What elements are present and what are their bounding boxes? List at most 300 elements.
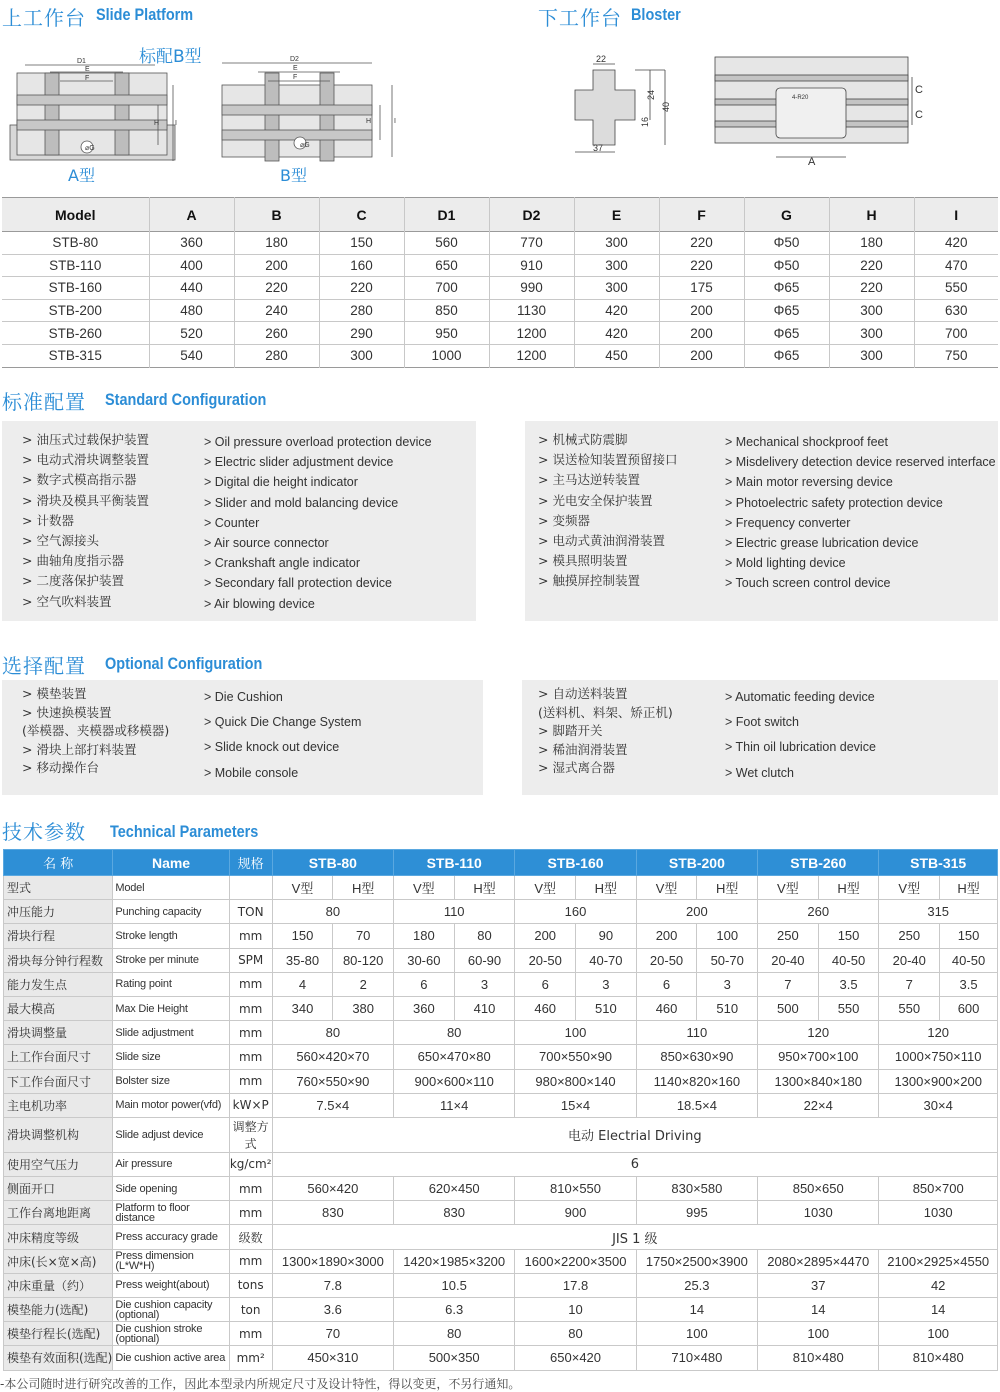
param-value: 380 <box>333 996 394 1020</box>
param-value: 760×550×90 <box>272 1069 393 1093</box>
param-value: 980×800×140 <box>515 1069 636 1093</box>
footnote: -本公司随时进行研究改善的工作，因此本型录内所规定尺寸及设计特性，得以变更，不另行通知。 <box>0 1377 521 1391</box>
tech-row <box>4 900 998 924</box>
bolster-top-view-drawing <box>712 55 927 170</box>
dim-d2: D2 <box>290 56 299 63</box>
param-span-value: JIS 1 级 <box>272 1225 997 1249</box>
param-value: 3.5 <box>818 972 879 996</box>
config-item: > 滑块及模具平衡装置 <box>22 492 149 508</box>
model-value-cell: 220 <box>829 277 914 300</box>
param-value: H型 <box>697 876 758 900</box>
param-value: 150 <box>272 924 333 948</box>
param-value: 160 <box>515 900 636 924</box>
param-name-en: Press dimension (L*W*H) <box>113 1249 229 1273</box>
col-i: I <box>954 206 959 223</box>
tech-head-model: STB-260 <box>758 850 879 876</box>
param-value: 22×4 <box>758 1093 879 1117</box>
model-value-cell: 280 <box>319 299 404 322</box>
param-value: 15×4 <box>515 1093 636 1117</box>
model-dimension-table <box>2 197 998 368</box>
param-value: 11×4 <box>394 1093 515 1117</box>
config-item: > 触摸屏控制装置 <box>538 573 640 589</box>
param-value: V型 <box>515 876 576 900</box>
dim-i: I <box>394 118 396 125</box>
technical-parameters-table <box>3 849 998 1371</box>
param-name-en: Bolster size <box>113 1069 229 1093</box>
config-item: > 模垫装置 <box>22 686 87 701</box>
a-type-label: A型 <box>68 166 95 185</box>
dim-h: H <box>366 118 372 125</box>
col-model: Model <box>2 198 149 232</box>
param-name-en: Die cushion active area <box>113 1346 229 1370</box>
param-value: 17.8 <box>515 1273 636 1297</box>
model-name-cell: STB-160 <box>2 277 149 300</box>
model-value-cell: 1200 <box>489 344 574 367</box>
param-value: 110 <box>394 900 515 924</box>
param-value: 3 <box>454 972 515 996</box>
param-unit: mm <box>229 1249 272 1273</box>
param-value: 1300×900×200 <box>879 1069 998 1093</box>
param-value: 830 <box>272 1201 393 1225</box>
dim-d1: D1 <box>77 58 86 65</box>
tech-row <box>4 1152 998 1176</box>
config-item: > 光电安全保护装置 <box>538 492 653 508</box>
param-value: 70 <box>333 924 394 948</box>
standard-config-left-box <box>2 421 476 621</box>
param-name-cn: 冲压能力 <box>4 900 113 924</box>
param-name-cn: 上工作台面尺寸 <box>4 1045 113 1069</box>
tech-row <box>4 996 998 1020</box>
model-value-cell: 220 <box>829 254 914 277</box>
standard-b-type-label: 标配B型 <box>139 47 202 67</box>
model-value-cell: 650 <box>404 254 489 277</box>
param-unit: mm <box>229 1201 272 1225</box>
param-value: 550 <box>818 996 879 1020</box>
model-value-cell: 420 <box>574 299 659 322</box>
dim-r20: 4-R20 <box>792 95 809 101</box>
param-name-cn: 滑块调整量 <box>4 1021 113 1045</box>
model-row <box>2 254 998 277</box>
param-value: 250 <box>879 924 940 948</box>
config-item: > 误送检知装置预留接口 <box>538 452 678 468</box>
model-value-cell: 220 <box>319 277 404 300</box>
param-name-cn: 工作台离地距离 <box>4 1201 113 1225</box>
standard-right-en-list <box>725 432 996 594</box>
tech-row <box>4 1177 998 1201</box>
param-value: 1750×2500×3900 <box>636 1249 757 1273</box>
config-item: > 稀油润滑装置 <box>538 741 628 757</box>
model-value-cell: 300 <box>319 344 404 367</box>
model-value-cell: Φ65 <box>744 344 829 367</box>
param-value: 600 <box>940 996 998 1020</box>
param-value: 120 <box>879 1021 998 1045</box>
model-value-cell: 560 <box>404 232 489 255</box>
param-name-en: Die cushion capacity (optional) <box>113 1298 229 1322</box>
config-item: > Electric grease lubrication device <box>725 535 919 550</box>
param-name-en: Stroke per minute <box>113 948 229 972</box>
col-c: C <box>319 198 404 232</box>
param-unit: mm <box>229 996 272 1020</box>
param-value: 850×630×90 <box>636 1045 757 1069</box>
param-value: 35-80 <box>272 948 333 972</box>
param-value: V型 <box>272 876 333 900</box>
param-name-en: Max Die Height <box>113 996 229 1020</box>
param-value: 510 <box>697 996 758 1020</box>
param-value: 810×480 <box>879 1346 998 1370</box>
param-value: 37 <box>758 1273 879 1297</box>
param-value: 100 <box>758 1322 879 1346</box>
param-value: 80 <box>394 1021 515 1045</box>
param-value: 18.5×4 <box>636 1093 757 1117</box>
model-value-cell: 200 <box>659 344 744 367</box>
tech-head-model: STB-315 <box>879 850 998 876</box>
tech-table-header <box>4 850 998 876</box>
config-item: > Main motor reversing device <box>725 475 893 490</box>
param-value: 70 <box>272 1322 393 1346</box>
model-value-cell: 1130 <box>489 299 574 322</box>
standard-config-right-box <box>525 421 998 621</box>
param-unit: 级数 <box>229 1225 272 1249</box>
param-value: 500×350 <box>394 1346 515 1370</box>
config-item: > Photoelectric safety protection device <box>725 495 943 510</box>
col-a: A <box>149 198 234 232</box>
config-item: > Mechanical shockproof feet <box>725 435 888 449</box>
model-value-cell: 360 <box>149 232 234 255</box>
param-value: 180 <box>394 924 455 948</box>
model-value-cell: 175 <box>659 277 744 300</box>
param-value: 40-50 <box>818 948 879 972</box>
param-unit: TON <box>229 900 272 924</box>
config-item: > 油压式过载保护装置 <box>22 432 149 447</box>
slide-b-type-drawing <box>220 55 400 167</box>
param-value: 830×580 <box>636 1177 757 1201</box>
param-value: 850×700 <box>879 1177 998 1201</box>
model-value-cell: 200 <box>234 254 319 277</box>
param-name-en: Air pressure <box>113 1152 229 1176</box>
param-name-cn: 滑块每分钟行程数 <box>4 948 113 972</box>
param-unit: mm <box>229 972 272 996</box>
param-name-cn: 模垫行程长(选配) <box>4 1322 113 1346</box>
model-value-cell: 220 <box>659 232 744 255</box>
param-name-cn: 冲床精度等级 <box>4 1225 113 1249</box>
model-value-cell: 220 <box>234 277 319 300</box>
param-value: 830 <box>394 1201 515 1225</box>
config-item: > 主马达逆转装置 <box>538 472 640 488</box>
model-value-cell: 160 <box>319 254 404 277</box>
config-item: > 自动送料装置 <box>538 686 628 701</box>
param-value: 50-70 <box>697 948 758 972</box>
param-value: 100 <box>515 1021 636 1045</box>
param-unit: mm <box>229 1177 272 1201</box>
model-row <box>2 277 998 300</box>
param-value: 560×420 <box>272 1177 393 1201</box>
param-name-cn: 能力发生点 <box>4 972 113 996</box>
param-value: 80 <box>454 924 515 948</box>
tech-row <box>4 1069 998 1093</box>
col-f: F <box>659 198 744 232</box>
model-row <box>2 322 998 345</box>
param-value: 315 <box>879 900 998 924</box>
standard-config-title-en: Standard Configuration <box>105 390 267 409</box>
tech-head-model: STB-200 <box>636 850 757 876</box>
technical-params-title-cn: 技术参数 <box>2 820 86 844</box>
tech-row <box>4 1045 998 1069</box>
model-value-cell: Φ50 <box>744 254 829 277</box>
model-value-cell: 630 <box>944 303 968 319</box>
param-unit: kg/cm² <box>229 1152 272 1176</box>
model-value-cell: 950 <box>404 322 489 345</box>
param-value: 6.3 <box>394 1298 515 1322</box>
config-item: > 数字式模高指示器 <box>22 472 137 488</box>
model-value-cell: 200 <box>659 322 744 345</box>
model-value-cell: 220 <box>659 254 744 277</box>
tech-row <box>4 1298 998 1322</box>
param-value: 120 <box>758 1021 879 1045</box>
model-value-cell: 200 <box>659 299 744 322</box>
param-value: 20-50 <box>515 948 576 972</box>
param-value: 42 <box>879 1273 998 1297</box>
config-item: > Secondary fall protection device <box>204 576 392 591</box>
config-item: > Quick Die Change System <box>204 715 362 730</box>
param-value: 460 <box>636 996 697 1020</box>
param-value: 1140×820×160 <box>636 1069 757 1093</box>
param-name-cn: 滑块调整机构 <box>4 1117 113 1152</box>
dim-g: ⌀G <box>300 142 310 149</box>
param-value: 250 <box>758 924 819 948</box>
model-row <box>2 344 998 367</box>
param-unit: 调整方式 <box>229 1117 272 1152</box>
optional-left-cn-list <box>22 685 169 778</box>
config-item: > Frequency converter <box>725 515 851 530</box>
config-item: > 快速换模装置 <box>22 704 112 720</box>
param-value: 1000×750×110 <box>879 1045 998 1069</box>
param-value: 150 <box>818 924 879 948</box>
model-value-cell: 280 <box>234 344 319 367</box>
param-value: 995 <box>636 1201 757 1225</box>
config-item: > Wet clutch <box>725 765 794 780</box>
tech-row <box>4 1093 998 1117</box>
param-name-en: Press weight(about) <box>113 1273 229 1297</box>
param-value: 260 <box>758 900 879 924</box>
param-value: 110 <box>636 1021 757 1045</box>
standard-left-en-list <box>204 432 432 614</box>
param-name-cn: 侧面开口 <box>4 1177 113 1201</box>
param-name-en: Side opening <box>113 1177 229 1201</box>
param-name-cn: 模垫有效面积(选配) <box>4 1346 113 1370</box>
dim-a: A <box>808 156 816 168</box>
param-value: 7.8 <box>272 1273 393 1297</box>
param-value: 14 <box>636 1298 757 1322</box>
dim-22: 22 <box>596 54 607 64</box>
dim-h: H <box>154 120 160 127</box>
param-unit: ton <box>229 1298 272 1322</box>
optional-left-en-list <box>204 685 361 786</box>
model-value-cell: 300 <box>574 254 659 277</box>
tech-row <box>4 1273 998 1297</box>
param-value: 80-120 <box>333 948 394 972</box>
model-value-cell: Φ50 <box>744 232 829 255</box>
model-value-cell: 480 <box>149 299 234 322</box>
param-span-value: 6 <box>272 1152 997 1176</box>
tech-head-name-cn: 名 称 <box>4 850 113 876</box>
config-item: > Mobile console <box>204 765 299 780</box>
param-name-en: Platform to floor distance <box>113 1201 229 1225</box>
param-value: 2100×2925×4550 <box>879 1249 998 1273</box>
param-value: 25.3 <box>636 1273 757 1297</box>
model-value-cell: 990 <box>489 277 574 300</box>
config-item: > 电动式滑块调整装置 <box>22 452 149 468</box>
tech-head-unit: 规格 <box>229 850 272 876</box>
param-value: 3.5 <box>940 972 998 996</box>
model-value-cell: 700 <box>944 325 968 341</box>
param-value: 460 <box>515 996 576 1020</box>
param-value: 20-40 <box>758 948 819 972</box>
param-value: 7 <box>879 972 940 996</box>
slide-a-type-drawing <box>5 55 185 167</box>
model-name-cell: STB-80 <box>2 232 149 255</box>
param-value: 450×310 <box>272 1346 393 1370</box>
bolster-slot-section-drawing <box>565 50 695 160</box>
param-value: 2080×2895×4470 <box>758 1249 879 1273</box>
config-item: > 空气源接头 <box>22 532 99 548</box>
param-name-en: Die cushion stroke (optional) <box>113 1322 229 1346</box>
param-name-en: Slide adjust device <box>113 1117 229 1152</box>
param-value: 150 <box>940 924 998 948</box>
col-g: G <box>744 198 829 232</box>
param-name-en: Stroke length <box>113 924 229 948</box>
tech-row <box>4 948 998 972</box>
config-item: > 空气吹料装置 <box>22 593 112 609</box>
optional-config-title-cn: 选择配置 <box>2 654 86 678</box>
param-name-cn: 模垫能力(选配) <box>4 1298 113 1322</box>
config-item: > 滑块上部打料装置 <box>22 741 137 757</box>
model-value-cell: 300 <box>829 344 914 367</box>
model-value-cell: 550 <box>944 280 968 296</box>
param-value: 810×480 <box>758 1346 879 1370</box>
param-name-en: Press accuracy grade <box>113 1225 229 1249</box>
dim-g: ⌀G <box>85 145 95 152</box>
model-name-cell: STB-260 <box>2 322 149 345</box>
param-unit: mm <box>229 1322 272 1346</box>
config-item: > 移动操作台 <box>22 760 99 775</box>
param-value: 650×470×80 <box>394 1045 515 1069</box>
config-item: > 模具照明装置 <box>538 553 628 569</box>
tech-row <box>4 876 998 900</box>
col-h: H <box>829 198 914 232</box>
param-value: 3 <box>576 972 637 996</box>
tech-row <box>4 1322 998 1346</box>
config-item: > Thin oil lubrication device <box>725 740 876 755</box>
tech-row <box>4 1021 998 1045</box>
tech-row <box>4 1249 998 1273</box>
model-name-cell: STB-315 <box>2 344 149 367</box>
param-unit: SPM <box>229 948 272 972</box>
model-value-cell: 440 <box>149 277 234 300</box>
param-value: 200 <box>636 924 697 948</box>
param-unit: mm <box>229 1021 272 1045</box>
param-value: 14 <box>879 1298 998 1322</box>
param-value: 200 <box>636 900 757 924</box>
model-value-cell: 450 <box>574 344 659 367</box>
param-value: H型 <box>454 876 515 900</box>
param-value: 1030 <box>879 1201 998 1225</box>
b-type-label: B型 <box>280 166 307 185</box>
tech-head-model: STB-160 <box>515 850 636 876</box>
param-value: 20-40 <box>879 948 940 972</box>
config-item: > 脚踏开关 <box>538 723 603 738</box>
config-item: > 变频器 <box>538 512 590 528</box>
standard-config-title-cn: 标准配置 <box>2 390 86 414</box>
model-value-cell: 180 <box>829 232 914 255</box>
param-value: 850×650 <box>758 1177 879 1201</box>
dim-c-2: C <box>915 109 923 121</box>
slide-platform-title-en: Slide Platform <box>96 5 194 24</box>
col-d1: D1 <box>404 198 489 232</box>
config-item: (举模器、夹模器或移模器) <box>22 723 170 738</box>
dim-f: F <box>293 74 298 81</box>
dim-16: 16 <box>640 116 650 127</box>
param-value: H型 <box>576 876 637 900</box>
param-value: 950×700×100 <box>758 1045 879 1069</box>
param-value: 900 <box>515 1201 636 1225</box>
config-item: > Touch screen control device <box>725 576 891 591</box>
param-unit: mm <box>229 1045 272 1069</box>
config-item: > Misdelivery detection device reserved interface <box>725 455 996 470</box>
param-name-cn: 型式 <box>4 876 113 900</box>
model-name-cell: STB-200 <box>2 299 149 322</box>
param-name-en: Slide adjustment <box>113 1021 229 1045</box>
param-value: V型 <box>394 876 455 900</box>
config-item: > Die Cushion <box>204 690 283 704</box>
bolster-title-cn: 下工作台 <box>538 6 622 30</box>
dim-e: E <box>293 65 298 72</box>
model-value-cell: 1000 <box>404 344 489 367</box>
tech-row <box>4 1117 998 1152</box>
model-value-cell: 300 <box>829 299 914 322</box>
param-name-cn: 冲床重量（约） <box>4 1273 113 1297</box>
param-value: 100 <box>636 1322 757 1346</box>
param-value: 80 <box>272 900 393 924</box>
param-value: 1300×840×180 <box>758 1069 879 1093</box>
param-name-cn: 下工作台面尺寸 <box>4 1069 113 1093</box>
param-value: 1030 <box>758 1201 879 1225</box>
model-name-cell: STB-110 <box>2 254 149 277</box>
param-unit: tons <box>229 1273 272 1297</box>
param-name-cn: 冲床(长×宽×高) <box>4 1249 113 1273</box>
param-value: 2 <box>333 972 394 996</box>
param-value: V型 <box>636 876 697 900</box>
optional-config-title-en: Optional Configuration <box>105 654 263 673</box>
col-d2: D2 <box>489 198 574 232</box>
model-value-cell: 260 <box>234 322 319 345</box>
dim-40: 40 <box>661 101 671 112</box>
optional-config-right-box <box>522 680 998 795</box>
config-item: > Digital die height indicator <box>204 475 358 490</box>
model-value-cell: 400 <box>149 254 234 277</box>
config-item: > Air blowing device <box>204 596 315 611</box>
model-value-cell: Φ65 <box>744 322 829 345</box>
dim-i: I <box>175 120 177 127</box>
param-name-cn: 使用空气压力 <box>4 1152 113 1176</box>
param-name-cn: 主电机功率 <box>4 1093 113 1117</box>
tech-head-model: STB-80 <box>272 850 393 876</box>
model-value-cell: 300 <box>574 232 659 255</box>
optional-right-en-list <box>725 685 876 786</box>
param-value: 6 <box>515 972 576 996</box>
model-table-header <box>2 198 998 232</box>
model-value-cell: Φ65 <box>744 299 829 322</box>
param-name-en: Punching capacity <box>113 900 229 924</box>
